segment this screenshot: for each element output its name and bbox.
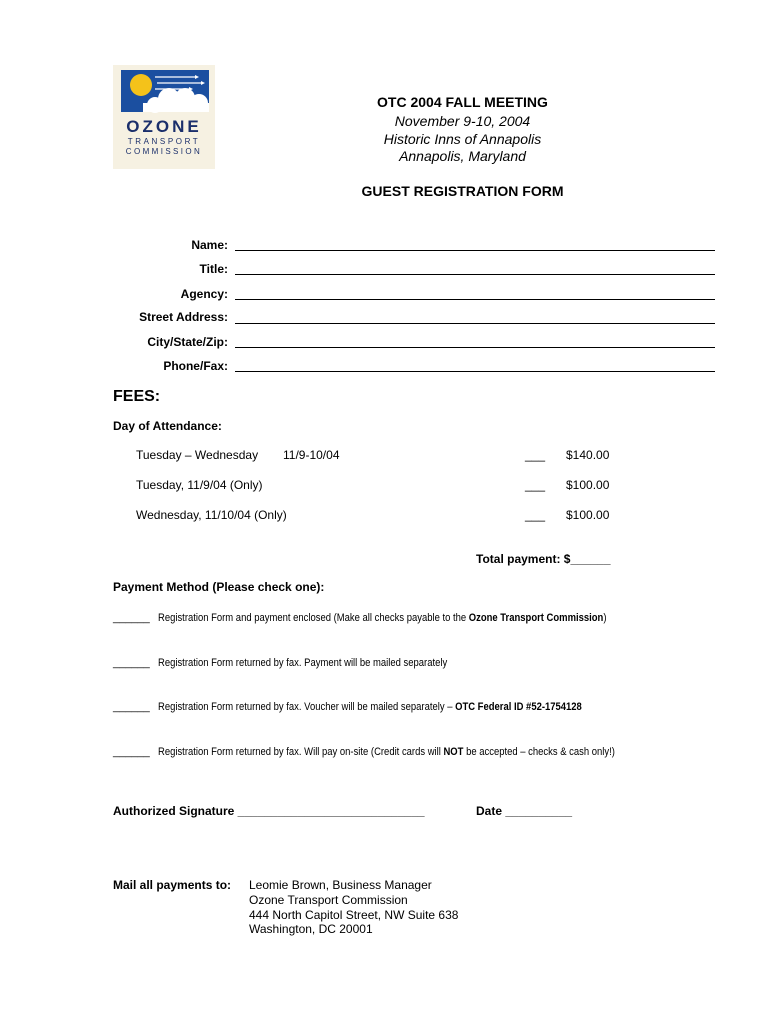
payment-option-4-blank[interactable]: ______: [113, 746, 150, 758]
mail-payments-label: Mail all payments to:: [113, 878, 232, 892]
payment-option-3-text: Registration Form returned by fax. Voucher will be mailed separately – OTC Federal ID #52-1754128: [158, 701, 582, 713]
mail-address-line-1: Leomie Brown, Business Manager: [249, 878, 432, 892]
payment-option-2-text: Registration Form returned by fax. Payment will be mailed separately: [158, 657, 448, 669]
title-label: Title:: [199, 262, 228, 276]
payment-option-4-text: Registration Form returned by fax. Will pay on-site (Credit cards will NOT be accepted – checks & cash only!): [158, 746, 615, 758]
mail-address-line-2: Ozone Transport Commission: [249, 893, 408, 907]
name-field[interactable]: [235, 250, 715, 251]
name-label: Name:: [191, 238, 228, 252]
meeting-dates: November 9-10, 2004: [394, 113, 531, 129]
sun-cloud-icon: [113, 65, 215, 117]
option-tue-wed-dates: 11/9-10/04: [283, 448, 340, 462]
agency-field[interactable]: [235, 299, 715, 300]
option-tue-price: $100.00: [566, 478, 610, 492]
date-field[interactable]: Date __________: [476, 804, 573, 818]
phone-fax-label: Phone/Fax:: [163, 359, 228, 373]
authorized-signature-field[interactable]: Authorized Signature ____________________________: [113, 804, 425, 818]
mail-address-line-4: Washington, DC 20001: [249, 922, 373, 936]
title-field[interactable]: [235, 274, 715, 275]
option-tue-blank[interactable]: ___: [525, 478, 546, 492]
phone-fax-field[interactable]: [235, 371, 715, 372]
option-tue-wed-blank[interactable]: ___: [525, 448, 546, 462]
payment-option-1-text: Registration Form and payment enclosed (Make all checks payable to the Ozone Transport Commission): [158, 612, 607, 624]
form-title: GUEST REGISTRATION FORM: [361, 183, 564, 199]
payment-method-title: Payment Method (Please check one):: [113, 580, 325, 594]
ozone-transport-commission-logo: [113, 65, 215, 169]
logo-ozone-text: OZONE: [126, 117, 202, 136]
total-payment[interactable]: Total payment: $______: [476, 552, 611, 566]
meeting-title: OTC 2004 FALL MEETING: [377, 94, 548, 110]
meeting-venue: Historic Inns of Annapolis: [383, 131, 542, 147]
payment-option-2-blank[interactable]: ______: [113, 657, 150, 669]
fees-heading: FEES:: [113, 388, 161, 405]
meeting-location: Annapolis, Maryland: [399, 148, 526, 164]
day-of-attendance-label: Day of Attendance:: [113, 419, 222, 433]
street-address-field[interactable]: [235, 323, 715, 324]
logo-commission-text: COMMISSION: [125, 147, 203, 156]
agency-label: Agency:: [180, 287, 228, 301]
option-tue-label: Tuesday, 11/9/04 (Only): [136, 478, 263, 492]
city-state-zip-label: City/State/Zip:: [147, 335, 228, 349]
logo-transport-text: TRANSPORT: [127, 137, 201, 146]
option-wed-price: $100.00: [566, 508, 610, 522]
option-wed-label: Wednesday, 11/10/04 (Only): [136, 508, 287, 522]
mail-address-line-3: 444 North Capitol Street, NW Suite 638: [249, 908, 459, 922]
street-address-label: Street Address:: [139, 310, 228, 324]
payment-option-1-blank[interactable]: ______: [113, 612, 150, 624]
city-state-zip-field[interactable]: [235, 347, 715, 348]
option-tue-wed-label: Tuesday – Wednesday: [136, 448, 259, 462]
option-wed-blank[interactable]: ___: [525, 508, 546, 522]
option-tue-wed-price: $140.00: [566, 448, 610, 462]
payment-option-3-blank[interactable]: ______: [113, 701, 150, 713]
